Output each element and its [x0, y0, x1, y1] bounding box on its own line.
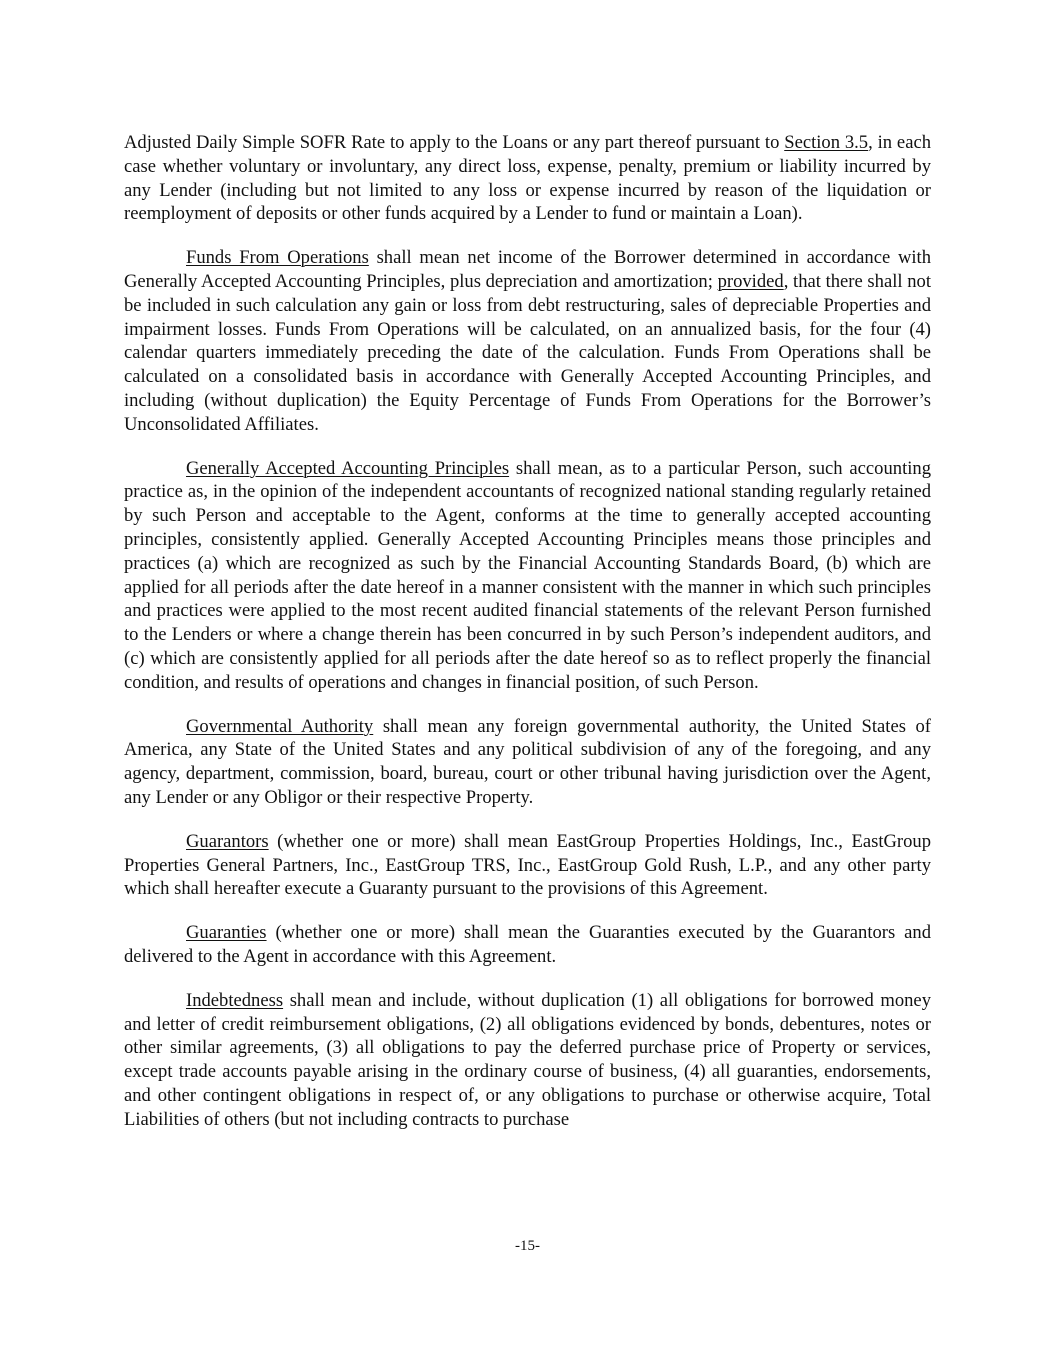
paragraph-text: (whether one or more) shall mean the Guaranties executed by the Guarantors and delivered to the Agent in accordance with this Agreement.: [124, 922, 931, 967]
defined-term: provided: [717, 270, 784, 292]
paragraph-text: shall mean, as to a particular Person, such accounting practice as, in the opinion of the independent accountants of recognized national standing regularly retained by such Person and acceptable to the Agent, conforms at the time to generally accepted accounting principles, consistently applied. Generally Accepted Accounting Principles means those principles and practices (a) which are recognized as such by the Financial Accounting Standards Board, (b) which are applied for all periods after the date hereof in a manner consistent with the manner in which such principles and practices were applied to the most recent audited financial statements of the relevant Person furnished to the Lenders or where a change therein has been concurred in by such Person’s independent auditors, and (c) which are consistently applied for all periods after the date hereof so as to reflect properly the financial condition, and results of operations and changes in financial position, of such Person.: [124, 457, 931, 693]
paragraph-guarantors: [124, 830, 931, 901]
defined-term: Governmental Authority: [186, 715, 374, 737]
paragraph-text: , in each case whether voluntary or involuntary, any direct loss, expense, penalty, premium or liability incurred by any Lender (including but not limited to any loss or expense incurred by reason of the liquidation or reemployment of deposits or other funds acquired by a Lender to fund or maintain a Loan).: [124, 132, 931, 225]
page-number: -15-: [515, 1238, 540, 1254]
paragraph-generally-accepted-accounting-principles: [124, 457, 931, 695]
defined-term: Funds From Operations: [186, 247, 369, 269]
paragraph-text: shall mean any foreign governmental authority, the United States of America, any State of the United States and any political subdivision of any of the foregoing, and any agency, department, commission, board, bureau, court or other tribunal having jurisdiction over the Agent, any Lender or any Obligor or their respective Property.: [124, 715, 931, 808]
paragraph-guaranties: [124, 921, 931, 969]
defined-term: Generally Accepted Accounting Principles: [186, 457, 510, 479]
paragraph-funds-from-operations: [124, 246, 931, 436]
paragraph-text: shall mean and include, without duplication (1) all obligations for borrowed money and letter of credit reimbursement obligations, (2) all obligations evidenced by bonds, debentures, notes or other similar agreements, (3) all obligations to pay the deferred purchase price of Property or services, except trade accounts payable arising in the ordinary course of business, (4) all guaranties, endorsements, and other contingent obligations in respect of, or any obligations to purchase or otherwise acquire, Total Liabilities of others (but not including contracts to purchase: [124, 989, 931, 1130]
defined-term: Section 3.5: [784, 132, 869, 153]
paragraph-text: , that there shall not be included in such calculation any gain or loss from debt restructuring, sales of depreciable Properties and impairment losses. Funds From Operations will be calculated, on an annualized basis, for the four (4) calendar quarters immediately preceding the date of the calculation. Funds From Operations shall be calculated on a consolidated basis in accordance with Generally Accepted Accounting Principles, and including (without duplication) the Equity Percentage of Funds From Operations for the Borrower’s Unconsolidated Affiliates.: [124, 270, 931, 435]
paragraph-continuation: [124, 131, 931, 226]
paragraph-governmental-authority: [124, 715, 931, 810]
defined-term: Guaranties: [186, 922, 267, 944]
document-body: [124, 131, 931, 1151]
paragraph-indebtedness: [124, 989, 931, 1132]
defined-term: Indebtedness: [186, 989, 284, 1011]
paragraph-text: Adjusted Daily Simple SOFR Rate to apply to the Loans or any part thereof pursuant to: [124, 132, 785, 153]
defined-term: Guarantors: [186, 830, 269, 852]
paragraph-text: shall mean net income of the Borrower determined in accordance with Generally Accepted Accounting Principles, plus depreciation and amortization;: [124, 247, 932, 292]
paragraph-text: (whether one or more) shall mean EastGroup Properties Holdings, Inc., EastGroup Properties General Partners, Inc., EastGroup TRS, Inc., EastGroup Gold Rush, L.P., and any other party which shall hereafter execute a Guaranty pursuant to the provisions of this Agreement.: [124, 830, 931, 900]
